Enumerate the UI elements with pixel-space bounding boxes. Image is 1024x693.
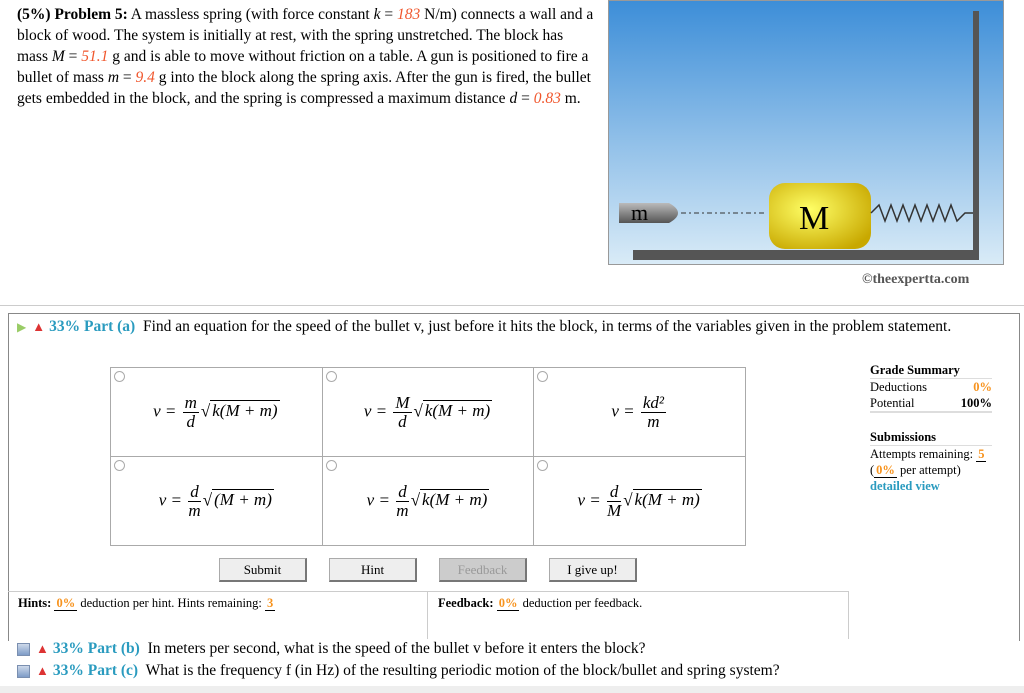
problem-figure [608, 0, 1004, 265]
t: ( [870, 463, 875, 477]
potential-value: 100% [960, 396, 992, 410]
part-b-question: In meters per second, what is the speed of the bullet v before it enters the block? [147, 640, 646, 657]
sqrt-icon: √ [202, 489, 213, 509]
part-a-percent: 33% [49, 318, 81, 335]
radio-button[interactable] [114, 460, 125, 471]
denominator: m [396, 500, 409, 520]
M-value: 51.1 [81, 48, 109, 65]
part-b-percent: 33% [52, 640, 84, 657]
sqrt-icon: √ [623, 489, 633, 509]
t: = [380, 6, 397, 23]
grade-summary [870, 362, 992, 494]
divider [0, 305, 1024, 306]
radicand: k(M + m) [424, 400, 491, 420]
equation-lhs: v = [153, 400, 177, 420]
t: deduction per hint. Hints remaining: [77, 596, 266, 610]
equation-lhs: v = [363, 400, 388, 420]
t: = [517, 90, 534, 107]
t: deduction per feedback. [519, 596, 643, 610]
answer-choice[interactable] [322, 368, 534, 457]
part-a-question: Find an equation for the speed of the bullet v, just before it hits the block, in terms of the variables given in the problem statement. [142, 318, 952, 335]
part-c-label: Part (c) [87, 662, 139, 679]
expand-arrow-icon[interactable]: ▶ [17, 320, 27, 334]
deductions-label: Deductions [870, 380, 927, 394]
part-b-header[interactable] [17, 640, 646, 658]
denominator: d [186, 411, 196, 431]
bullet-label: m [631, 200, 649, 225]
numerator: d [607, 483, 621, 502]
d-value: 0.83 [533, 90, 561, 107]
answer-choice[interactable] [534, 457, 746, 546]
fraction [396, 483, 409, 520]
var-d: d [509, 90, 518, 107]
expand-box-icon[interactable] [17, 665, 30, 678]
problem-statement [17, 4, 597, 109]
part-a-header[interactable] [17, 316, 1007, 338]
radicand: k(M + m) [634, 489, 700, 509]
answer-choice[interactable] [111, 457, 323, 546]
attempts-label: Attempts remaining: [870, 447, 974, 461]
radio-button[interactable] [114, 371, 125, 382]
choice-row [111, 457, 746, 546]
feedback-label: Feedback: [438, 596, 494, 610]
denominator: m [647, 411, 660, 431]
t: per attempt) [896, 463, 961, 477]
hint-button[interactable]: Hint [329, 558, 417, 582]
var-k: k [373, 6, 381, 23]
denominator: m [188, 500, 201, 520]
give-up-button[interactable]: I give up! [549, 558, 637, 582]
hints-remaining: 3 [267, 596, 274, 610]
fraction [393, 394, 411, 431]
submit-button[interactable]: Submit [219, 558, 307, 582]
deductions-value: 0% [973, 380, 992, 394]
warning-icon: ▲ [36, 663, 49, 678]
equation-lhs: v = [366, 489, 390, 509]
sqrt-icon: √ [413, 400, 423, 420]
t: = [64, 48, 82, 65]
grade-summary-title: Grade Summary [870, 362, 992, 379]
hints-info [8, 591, 428, 639]
answer-choice[interactable] [111, 368, 323, 457]
part-c-question: What is the frequency f (in Hz) of the resulting periodic motion of the block/bullet and spring system? [145, 662, 780, 679]
radicand: k(M + m) [212, 400, 278, 420]
t: = [119, 69, 136, 86]
radicand: k(M + m) [422, 489, 488, 509]
radicand: (M + m) [214, 489, 272, 509]
radio-button[interactable] [326, 460, 337, 471]
t: g and is able to move without friction on a table. A gun is positioned to fire a bullet of mass [17, 48, 589, 86]
footer-bar [0, 686, 1024, 693]
sqrt-icon: √ [200, 400, 211, 420]
bullet [619, 203, 678, 223]
part-c-percent: 33% [52, 662, 84, 679]
fraction [183, 394, 199, 431]
sqrt-icon: √ [410, 489, 421, 509]
fraction [641, 394, 666, 431]
feedback-button[interactable]: Feedback [439, 558, 527, 582]
var-M: M [51, 48, 65, 65]
block-label: M [799, 200, 830, 237]
feedback-info [428, 591, 848, 639]
attempts-value: 5 [978, 447, 985, 461]
var-m: m [107, 69, 120, 86]
figure-credit: ©theexpertta.com [862, 272, 970, 287]
part-c-header[interactable] [17, 662, 780, 680]
numerator: d [190, 481, 199, 501]
radio-button[interactable] [537, 460, 548, 471]
potential-label: Potential [870, 396, 915, 410]
choice-row [111, 368, 746, 457]
hint-deduction: 0% [56, 596, 76, 610]
submissions-title: Submissions [870, 429, 992, 446]
per-attempt-pct: 0% [876, 463, 895, 477]
equation-lhs: v = [158, 489, 183, 509]
numerator: m [184, 392, 197, 412]
equation-lhs: v = [577, 489, 601, 509]
fraction [607, 483, 621, 520]
t: N/m) connects a wall and a block of wood. The system is initially at rest, with the spring unstretched. The block has mass [17, 6, 594, 65]
detailed-view-link[interactable]: detailed view [870, 479, 940, 493]
problem-prefix: (5%) Problem 5: [17, 6, 128, 23]
part-a-label: Part (a) [83, 318, 136, 335]
answer-choices [110, 367, 746, 546]
radio-button[interactable] [326, 371, 337, 382]
numerator: kd² [642, 392, 664, 412]
fraction [188, 483, 201, 520]
hints-label: Hints: [18, 596, 52, 610]
warning-icon: ▲ [36, 641, 49, 656]
answer-choice[interactable] [322, 457, 534, 546]
equation-lhs: v = [611, 400, 635, 420]
denominator: d [398, 411, 407, 431]
expand-box-icon[interactable] [17, 643, 30, 656]
denominator: M [607, 500, 622, 520]
numerator: M [395, 392, 410, 412]
divider [848, 591, 849, 639]
t: g into the block along the spring axis. After the gun is fired, the bullet gets embedded in the block, and the spring is compressed a maximum distance [17, 69, 591, 107]
t: A massless spring (with force constant [127, 6, 374, 23]
warning-icon: ▲ [32, 319, 46, 334]
feedback-deduction: 0% [498, 596, 518, 610]
numerator: d [398, 481, 407, 501]
answer-choice[interactable] [534, 368, 746, 457]
radio-button[interactable] [537, 371, 548, 382]
m-value: 9.4 [135, 69, 155, 86]
t: m. [560, 90, 581, 107]
part-b-label: Part (b) [87, 640, 140, 657]
k-value: 183 [397, 6, 421, 23]
